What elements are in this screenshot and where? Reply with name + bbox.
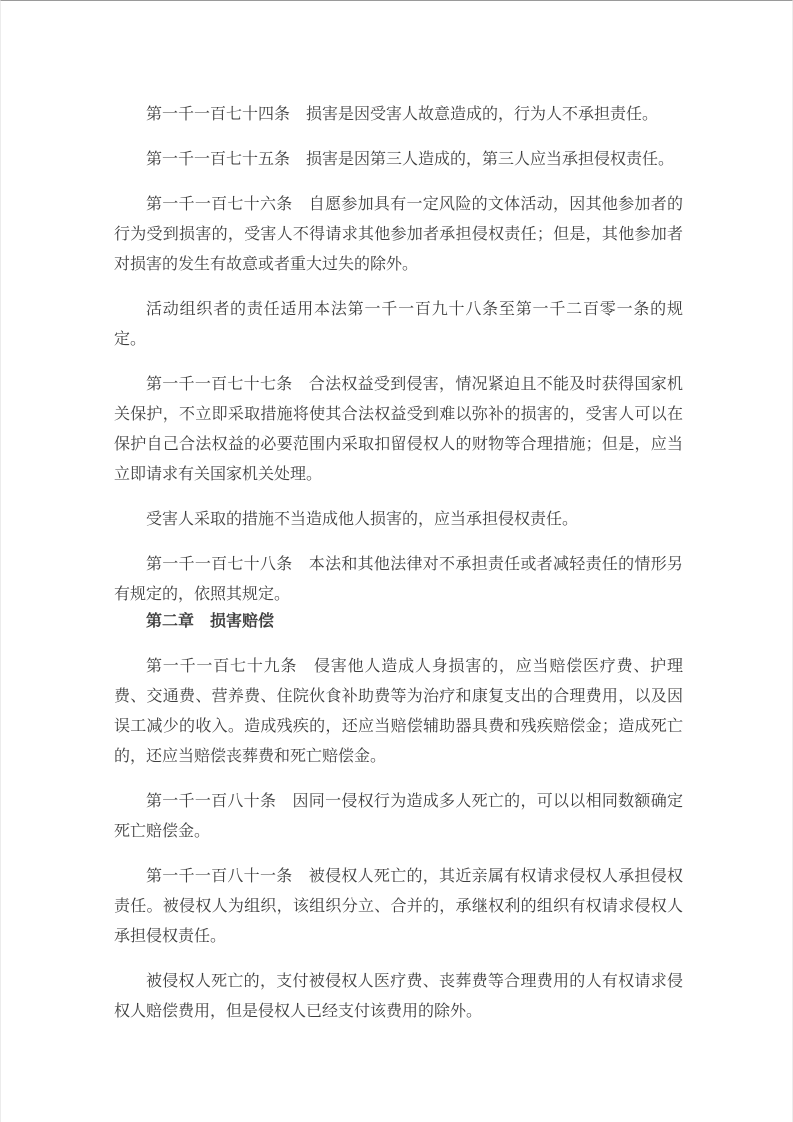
article-paragraph-1175: 第一千一百七十五条 损害是因第三人造成的，第三人应当承担侵权责任。 bbox=[146, 149, 675, 168]
article-paragraph-1181: 第一千一百八十一条 被侵权人死亡的，其近亲属有权请求侵权人承担侵权责任。被侵权人为组织，该组织分立、合并的，承继权利的组织有权请求侵权人承担侵权责任。 bbox=[114, 866, 683, 945]
article-paragraph-1176: 第一千一百七十六条 自愿参加具有一定风险的文体活动，因其他参加者的行为受到损害的，受害人不得请求其他参加者承担侵权责任；但是，其他参加者对损害的发生有故意或者重大过失的除外。 bbox=[114, 194, 683, 273]
article-paragraph-1177: 第一千一百七十七条 合法权益受到侵害，情况紧迫且不能及时获得国家机关保护，不立即采取措施将使其合法权益受到难以弥补的损害的，受害人可以在保护自己合法权益的必要范围内采取扣留侵权人的财物等合理措施；但是，应当立即请求有关国家机关处理。 bbox=[114, 374, 683, 483]
article-paragraph-1179: 第一千一百七十九条 侵害他人造成人身损害的，应当赔偿医疗费、护理费、交通费、营养费、住院伙食补助费等为治疗和康复支出的合理费用，以及因误工减少的收入。造成残疾的，还应当赔偿辅助器具费和残疾赔偿金；造成死亡的，还应当赔偿丧葬费和死亡赔偿金。 bbox=[114, 656, 683, 765]
article-paragraph-1176-continuation: 活动组织者的责任适用本法第一千一百九十八条至第一千二百零一条的规定。 bbox=[114, 299, 683, 348]
article-paragraph-1174: 第一千一百七十四条 损害是因受害人故意造成的，行为人不承担责任。 bbox=[146, 104, 659, 123]
article-paragraph-1180: 第一千一百八十条 因同一侵权行为造成多人死亡的，可以以相同数额确定死亡赔偿金。 bbox=[114, 791, 683, 840]
article-paragraph-1181-continuation: 被侵权人死亡的，支付被侵权人医疗费、丧葬费等合理费用的人有权请求侵权人赔偿费用，但是侵权人已经支付该费用的除外。 bbox=[114, 971, 683, 1020]
chapter-heading: 第二章 损害赔偿 bbox=[146, 611, 275, 630]
article-paragraph-1178: 第一千一百七十八条 本法和其他法律对不承担责任或者减轻责任的情形另有规定的，依照其规定。 bbox=[114, 554, 683, 603]
article-paragraph-1177-continuation: 受害人采取的措施不当造成他人损害的，应当承担侵权责任。 bbox=[146, 509, 579, 528]
document-body bbox=[114, 99, 683, 1041]
